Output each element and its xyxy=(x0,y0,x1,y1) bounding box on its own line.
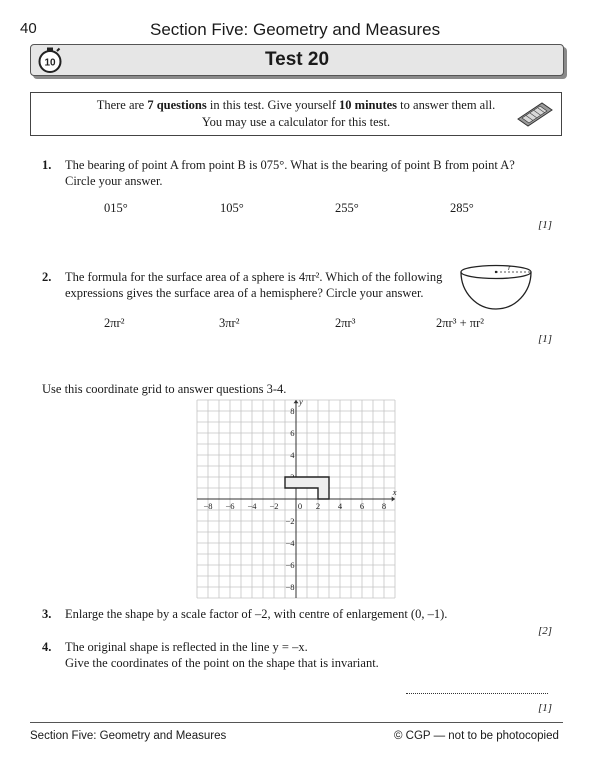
instructions-line-1: There are 7 questions in this test. Give yourself 10 minutes to answer them all. xyxy=(96,98,496,112)
q1-mark: [1] xyxy=(538,219,553,231)
instructions-line-2: You may use a calculator for this test. xyxy=(201,115,391,129)
q4-text-line-2: Give the coordinates of the point on the shape that is invariant. xyxy=(65,656,379,670)
q1-option-2[interactable]: 105° xyxy=(220,201,244,215)
calculator-icon xyxy=(516,101,554,127)
footer-section-title: Section Five: Geometry and Measures xyxy=(30,730,227,742)
y-tick-label: 4 xyxy=(290,450,295,460)
q2-option-3[interactable]: 2πr³ xyxy=(335,316,356,330)
q1-text-line-2: Circle your answer. xyxy=(65,174,163,188)
test-title: Test 20 xyxy=(264,49,330,70)
section-title: Section Five: Geometry and Measures xyxy=(150,20,441,39)
svg-text:r: r xyxy=(508,263,512,272)
grid-intro: Use this coordinate grid to answer questions 3-4. xyxy=(42,382,287,396)
q1-option-1[interactable]: 015° xyxy=(104,201,128,215)
q2-mark: [1] xyxy=(538,333,553,345)
x-tick-label: −4 xyxy=(247,501,257,511)
q4-answer-line[interactable] xyxy=(406,693,548,694)
q1-option-3[interactable]: 255° xyxy=(335,201,359,215)
y-tick-label: −6 xyxy=(285,560,295,570)
q1-option-4[interactable]: 285° xyxy=(450,201,474,215)
q3-number: 3. xyxy=(42,607,52,621)
q4-text-line-1: The original shape is reflected in the line y = –x. xyxy=(65,640,308,654)
q2-number: 2. xyxy=(42,270,52,284)
x-tick-label: 2 xyxy=(315,501,321,511)
y-tick-label: 8 xyxy=(290,406,295,416)
y-tick-label: −4 xyxy=(285,538,295,548)
q1-text-line-1: The bearing of point A from point B is 075°. What is the bearing of point B from point A? xyxy=(65,158,515,172)
x-tick-label: 4 xyxy=(337,501,343,511)
q3-mark: [2] xyxy=(538,625,553,637)
q2-option-1[interactable]: 2πr² xyxy=(104,316,125,330)
q2-option-4[interactable]: 2πr³ + πr² xyxy=(436,316,484,330)
x-tick-label: 6 xyxy=(359,501,365,511)
test-banner xyxy=(30,44,564,76)
y-tick-label: −2 xyxy=(285,516,295,526)
q4-mark: [1] xyxy=(538,702,553,714)
footer-divider xyxy=(30,722,563,723)
y-tick-label: −8 xyxy=(285,582,295,592)
q2-option-2[interactable]: 3πr² xyxy=(219,316,240,330)
instructions-box xyxy=(30,92,562,136)
q3-text: Enlarge the shape by a scale factor of –2, with centre of enlargement (0, –1). xyxy=(65,607,448,621)
x-tick-label: −8 xyxy=(203,501,213,511)
hemisphere-figure xyxy=(458,262,534,312)
x-tick-label: −6 xyxy=(225,501,235,511)
q4-number: 4. xyxy=(42,640,52,654)
q2-text-line-1: The formula for the surface area of a sphere is 4πr². Which of the following xyxy=(65,270,443,284)
time-limit: 10 minutes xyxy=(339,98,398,112)
q1-number: 1. xyxy=(42,158,52,172)
y-axis-arrow-icon xyxy=(294,400,299,403)
x-tick-label: 8 xyxy=(381,501,387,511)
x-tick-label: −2 xyxy=(269,501,279,511)
q2-text-line-2: expressions gives the surface area of a hemisphere? Circle your answer. xyxy=(65,286,424,300)
x-axis-arrow-icon xyxy=(392,497,395,502)
page-number: 40 xyxy=(20,20,37,37)
svg-text:10: 10 xyxy=(44,57,56,69)
y-axis-label: y xyxy=(299,396,303,407)
footer-copyright: © CGP — not to be photocopied xyxy=(394,730,559,742)
question-count: 7 questions xyxy=(147,98,207,112)
y-tick-label: 6 xyxy=(290,428,295,438)
x-tick-label: 0 xyxy=(297,501,303,511)
x-axis-label: x xyxy=(392,487,397,497)
coordinate-grid[interactable] xyxy=(196,398,396,600)
